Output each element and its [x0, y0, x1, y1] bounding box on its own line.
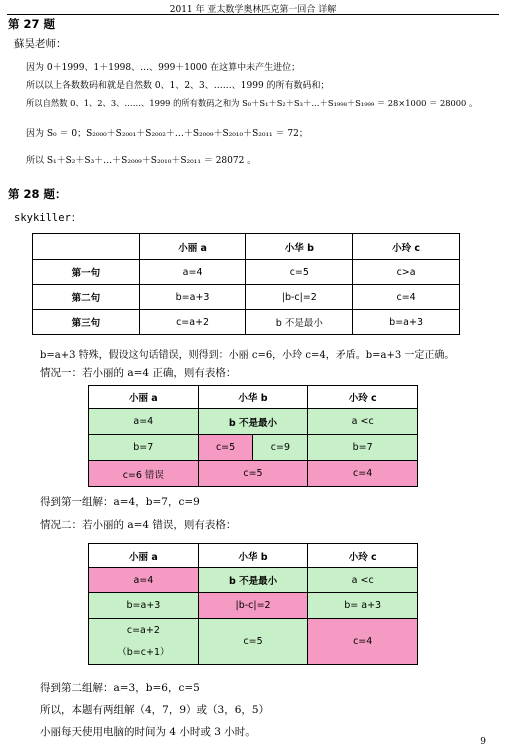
- table3-cell-line: （b=c+1）: [117, 647, 170, 658]
- page-number: 9: [480, 737, 486, 747]
- q27-line-2: 所以以上各数数码和就是自然数 0、1、2、3、……、1999 的所有数码和；: [26, 81, 330, 91]
- table3-cell: c=4: [308, 619, 418, 665]
- table3-cell: b 不是最小: [198, 568, 308, 593]
- table1-row-label: 第三句: [33, 310, 140, 335]
- table3-header-c: 小玲 c: [308, 544, 418, 568]
- solution-1: 得到第一组解：a=4，b=7，c=9: [40, 496, 200, 508]
- q27-line-4: 因为 S₀ ＝ 0；S₂₀₀₀＋S₂₀₀₁＋S₂₀₀₂＋…＋S₂₀₀₉＋S₂₀₁₀＋S₂₀₁₁ ＝ 72；: [26, 129, 308, 139]
- table3-header-b: 小华 b: [198, 544, 308, 568]
- statement-table: [32, 233, 460, 335]
- table1-row-label: 第一句: [33, 260, 140, 285]
- table3-cell: b= a+3: [308, 593, 418, 619]
- table2-cell: c=9: [253, 435, 308, 461]
- table1-row-label: 第二句: [33, 285, 140, 310]
- table1-header-c: 小玲 c: [353, 234, 460, 260]
- table1-cell: |b-c|=2: [246, 285, 353, 310]
- conclusion-2: 小丽每天使用电脑的时间为 4 小时或 3 小时。: [40, 726, 256, 738]
- table1-cell: c=a+2: [139, 310, 246, 335]
- q27-line-3: 所以自然数 0、1、2、3、……、1999 的所有数码之和为 S₀＋S₁＋S₂＋S₃＋…＋S₁₉₉₈＋S₁₉₉₉ ＝ 28×1000 ＝ 28000 。: [26, 98, 478, 108]
- q27-line-5: 所以 S₁＋S₂＋S₃＋…＋S₂₀₀₉＋S₂₀₁₀＋S₂₀₁₁ ＝ 28072 。: [26, 156, 257, 166]
- table1-cell: b 不是最小: [246, 310, 353, 335]
- table3-cell: a <c: [308, 568, 418, 593]
- table2-cell: c=5: [198, 461, 308, 487]
- table1-cell: c=4: [353, 285, 460, 310]
- table2-cell: a=4: [89, 409, 199, 435]
- table2-cell: b=7: [89, 435, 199, 461]
- table1-header-b: 小华 b: [246, 234, 353, 260]
- table3-cell-line: c=a+2: [126, 625, 160, 636]
- case2-intro: 情况二：若小丽的 a=4 错误，则有表格：: [40, 519, 237, 531]
- table3-cell: [89, 619, 199, 665]
- table2-cell: b=7: [308, 435, 418, 461]
- solution-2: 得到第二组解：a=3，b=6，c=5: [40, 682, 200, 694]
- table2-cell: b 不是最小: [198, 409, 308, 435]
- q28-title: 第 28 题：: [8, 187, 67, 201]
- case1-table: [88, 385, 418, 487]
- q27-author: 蘇昊老师：: [14, 38, 67, 50]
- table2-cell: c=4: [308, 461, 418, 487]
- table2-header-b: 小华 b: [198, 386, 308, 409]
- table3-cell: c=5: [198, 619, 308, 665]
- case2-table: [88, 543, 418, 665]
- table2-cell: c=5: [198, 435, 253, 461]
- q28-author: skykiller：: [14, 212, 82, 224]
- header-rule: [7, 14, 499, 15]
- table2-cell: a <c: [308, 409, 418, 435]
- q27-title: 第 27 题: [8, 17, 56, 31]
- table3-cell: |b-c|=2: [198, 593, 308, 619]
- table3-header-a: 小丽 a: [89, 544, 199, 568]
- q27-line-1: 因为 0＋1999、1＋1998、…、999＋1000 在这算中未产生进位；: [26, 63, 301, 73]
- table3-cell: b=a+3: [89, 593, 199, 619]
- table1-cell: c=5: [246, 260, 353, 285]
- table3-cell: a=4: [89, 568, 199, 593]
- q28-para-1: b=a+3 特殊，假设这句话错误，则得到：小丽 c=6，小玲 c=4，矛盾。b=a+3 一定正确。: [40, 350, 455, 361]
- conclusion-1: 所以，本题有两组解（4，7，9）或（3，6，5）: [40, 704, 270, 716]
- table2-header-c: 小玲 c: [308, 386, 418, 409]
- table2-header-a: 小丽 a: [89, 386, 199, 409]
- table1-cell: c>a: [353, 260, 460, 285]
- table1-cell: a=4: [139, 260, 246, 285]
- table2-cell: c=6 错误: [89, 461, 199, 487]
- table1-header-empty: [33, 234, 140, 260]
- table1-header-a: 小丽 a: [139, 234, 246, 260]
- case1-intro: 情况一：若小丽的 a=4 正确，则有表格：: [40, 367, 237, 379]
- table1-cell: b=a+3: [353, 310, 460, 335]
- page-header: 2011 年 亚太数学奥林匹克第一回合 详解: [169, 5, 337, 15]
- table1-cell: b=a+3: [139, 285, 246, 310]
